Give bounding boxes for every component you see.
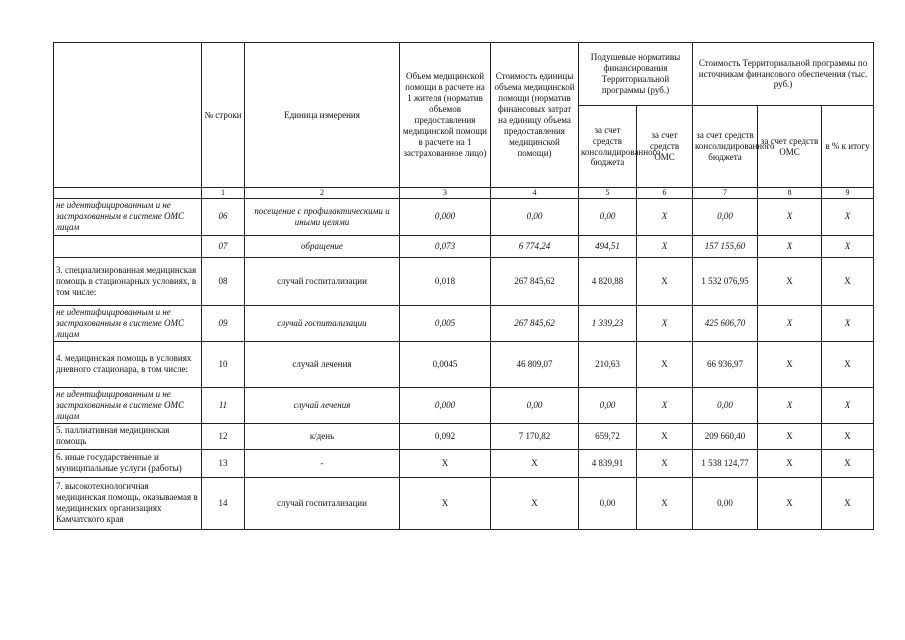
header-program-cost: Стоимость Территориальной программы по источникам финансового обеспечения (тыс. руб.) — [693, 43, 874, 106]
row-volume: Х — [400, 477, 491, 529]
row-per-capita-budget: 4 839,91 — [579, 449, 637, 477]
header-sub-percent: в % к итогу — [822, 106, 874, 188]
row-cost-budget: 0,00 — [693, 387, 758, 423]
row-per-capita-oms: Х — [637, 305, 693, 341]
row-name — [54, 235, 202, 257]
row-percent: Х — [822, 477, 874, 529]
table-row — [54, 477, 874, 529]
row-cost-budget: 66 936,97 — [693, 341, 758, 387]
row-cost-oms: Х — [758, 198, 822, 235]
row-number: 10 — [202, 341, 245, 387]
column-number: 2 — [245, 188, 400, 199]
row-per-capita-oms: Х — [637, 477, 693, 529]
row-percent: Х — [822, 449, 874, 477]
row-name: не идентифицированным и не застрахованным в системе ОМС лицам — [54, 387, 202, 423]
row-percent: Х — [822, 305, 874, 341]
row-per-capita-oms: Х — [637, 257, 693, 305]
row-unit: случай госпитализации — [245, 257, 400, 305]
row-per-capita-oms: Х — [637, 341, 693, 387]
row-cost-budget: 425 606,70 — [693, 305, 758, 341]
row-number: 12 — [202, 423, 245, 449]
row-cost-budget: 0,00 — [693, 198, 758, 235]
row-volume: 0,005 — [400, 305, 491, 341]
row-cost-unit: 267 845,62 — [491, 305, 579, 341]
column-number: 6 — [637, 188, 693, 199]
row-cost-oms: Х — [758, 449, 822, 477]
row-per-capita-oms: Х — [637, 235, 693, 257]
row-per-capita-oms: Х — [637, 387, 693, 423]
row-cost-unit: 0,00 — [491, 387, 579, 423]
row-percent: Х — [822, 341, 874, 387]
column-number: 4 — [491, 188, 579, 199]
row-per-capita-oms: Х — [637, 198, 693, 235]
row-unit: случай лечения — [245, 387, 400, 423]
row-cost-budget: 1 532 076,95 — [693, 257, 758, 305]
header-name-cell — [54, 43, 202, 188]
row-number: 11 — [202, 387, 245, 423]
table-row — [54, 341, 874, 387]
row-volume: 0,000 — [400, 198, 491, 235]
row-name: 5. паллиативная медицинская помощь — [54, 423, 202, 449]
column-number: 9 — [822, 188, 874, 199]
header-sub-consolidated-budget-2: за счет средств консолидированного бюджета — [693, 106, 758, 188]
column-number — [54, 188, 202, 199]
row-number: 14 — [202, 477, 245, 529]
row-per-capita-budget: 210,63 — [579, 341, 637, 387]
column-numbers-row — [54, 188, 874, 199]
row-cost-budget: 0,00 — [693, 477, 758, 529]
row-per-capita-budget: 4 820,88 — [579, 257, 637, 305]
table-row — [54, 387, 874, 423]
row-per-capita-oms: Х — [637, 449, 693, 477]
row-cost-budget: 209 660,40 — [693, 423, 758, 449]
header-cost-unit: Стоимость единицы объема медицинской помощи (норматив финансовых затрат на единицу объема предоставления медицинской помощи) — [491, 43, 579, 188]
row-percent: Х — [822, 387, 874, 423]
row-name: 6. иные государственные и муниципальные услуги (работы) — [54, 449, 202, 477]
row-unit: к/день — [245, 423, 400, 449]
header-sub-oms: за счет средств ОМС — [637, 106, 693, 188]
row-name: 7. высокотехнологичная медицинская помощь, оказываемая в медицинских организациях Камчатского края — [54, 477, 202, 529]
row-unit: случай госпитализации — [245, 477, 400, 529]
row-percent: Х — [822, 198, 874, 235]
header-unit: Единица измерения — [245, 43, 400, 188]
row-cost-budget: 1 538 124,77 — [693, 449, 758, 477]
row-percent: Х — [822, 423, 874, 449]
row-per-capita-budget: 0,00 — [579, 387, 637, 423]
header-per-capita: Подушевые нормативы финансирования Территориальной программы (руб.) — [579, 43, 693, 106]
row-per-capita-budget: 1 339,23 — [579, 305, 637, 341]
row-unit: - — [245, 449, 400, 477]
row-cost-unit: 7 170,82 — [491, 423, 579, 449]
row-cost-unit: Х — [491, 477, 579, 529]
header-sub-consolidated-budget: за счет средств консолидированного бюджета — [579, 106, 637, 188]
row-number: 09 — [202, 305, 245, 341]
row-volume: 0,073 — [400, 235, 491, 257]
header-row-no: № строки — [202, 43, 245, 188]
row-number: 08 — [202, 257, 245, 305]
row-name: 4. медицинская помощь в условиях дневного стационара, в том числе: — [54, 341, 202, 387]
row-per-capita-budget: 659,72 — [579, 423, 637, 449]
column-number: 3 — [400, 188, 491, 199]
column-number: 8 — [758, 188, 822, 199]
row-per-capita-budget: 0,00 — [579, 477, 637, 529]
table-row — [54, 423, 874, 449]
row-unit: посещение с профилактическими и иными целями — [245, 198, 400, 235]
row-cost-budget: 157 155,60 — [693, 235, 758, 257]
row-unit: обращение — [245, 235, 400, 257]
row-cost-oms: Х — [758, 387, 822, 423]
row-cost-oms: Х — [758, 257, 822, 305]
row-volume: 0,0045 — [400, 341, 491, 387]
row-per-capita-budget: 0,00 — [579, 198, 637, 235]
row-per-capita-oms: Х — [637, 423, 693, 449]
row-cost-oms: Х — [758, 423, 822, 449]
row-volume: 0,092 — [400, 423, 491, 449]
row-volume: 0,000 — [400, 387, 491, 423]
table-row — [54, 235, 874, 257]
row-unit: случай госпитализации — [245, 305, 400, 341]
header-sub-oms-2: за счет средств ОМС — [758, 106, 822, 188]
table-row — [54, 449, 874, 477]
row-number: 07 — [202, 235, 245, 257]
row-number: 06 — [202, 198, 245, 235]
table-row — [54, 198, 874, 235]
table-row — [54, 257, 874, 305]
territorial-program-table — [53, 42, 874, 530]
row-cost-oms: Х — [758, 477, 822, 529]
row-volume: 0,018 — [400, 257, 491, 305]
column-number: 1 — [202, 188, 245, 199]
row-cost-oms: Х — [758, 305, 822, 341]
column-number: 7 — [693, 188, 758, 199]
row-percent: Х — [822, 257, 874, 305]
row-cost-unit: Х — [491, 449, 579, 477]
row-name: 3. специализированная медицинская помощь в стационарных условиях, в том числе: — [54, 257, 202, 305]
row-cost-unit: 46 809,07 — [491, 341, 579, 387]
row-cost-oms: Х — [758, 341, 822, 387]
row-unit: случай лечения — [245, 341, 400, 387]
table-row — [54, 305, 874, 341]
row-per-capita-budget: 494,51 — [579, 235, 637, 257]
row-name: не идентифицированным и не застрахованным в системе ОМС лицам — [54, 198, 202, 235]
row-cost-unit: 6 774,24 — [491, 235, 579, 257]
row-cost-unit: 267 845,62 — [491, 257, 579, 305]
table-body — [54, 188, 874, 530]
row-name: не идентифицированным и не застрахованным в системе ОМС лицам — [54, 305, 202, 341]
row-cost-unit: 0,00 — [491, 198, 579, 235]
row-cost-oms: Х — [758, 235, 822, 257]
header-volume: Объем медицинской помощи в расчете на 1 жителя (норматив объемов предоставления медицинской помощи в расчете на 1 застрахованное лицо) — [400, 43, 491, 188]
row-volume: Х — [400, 449, 491, 477]
column-number: 5 — [579, 188, 637, 199]
row-percent: Х — [822, 235, 874, 257]
row-number: 13 — [202, 449, 245, 477]
